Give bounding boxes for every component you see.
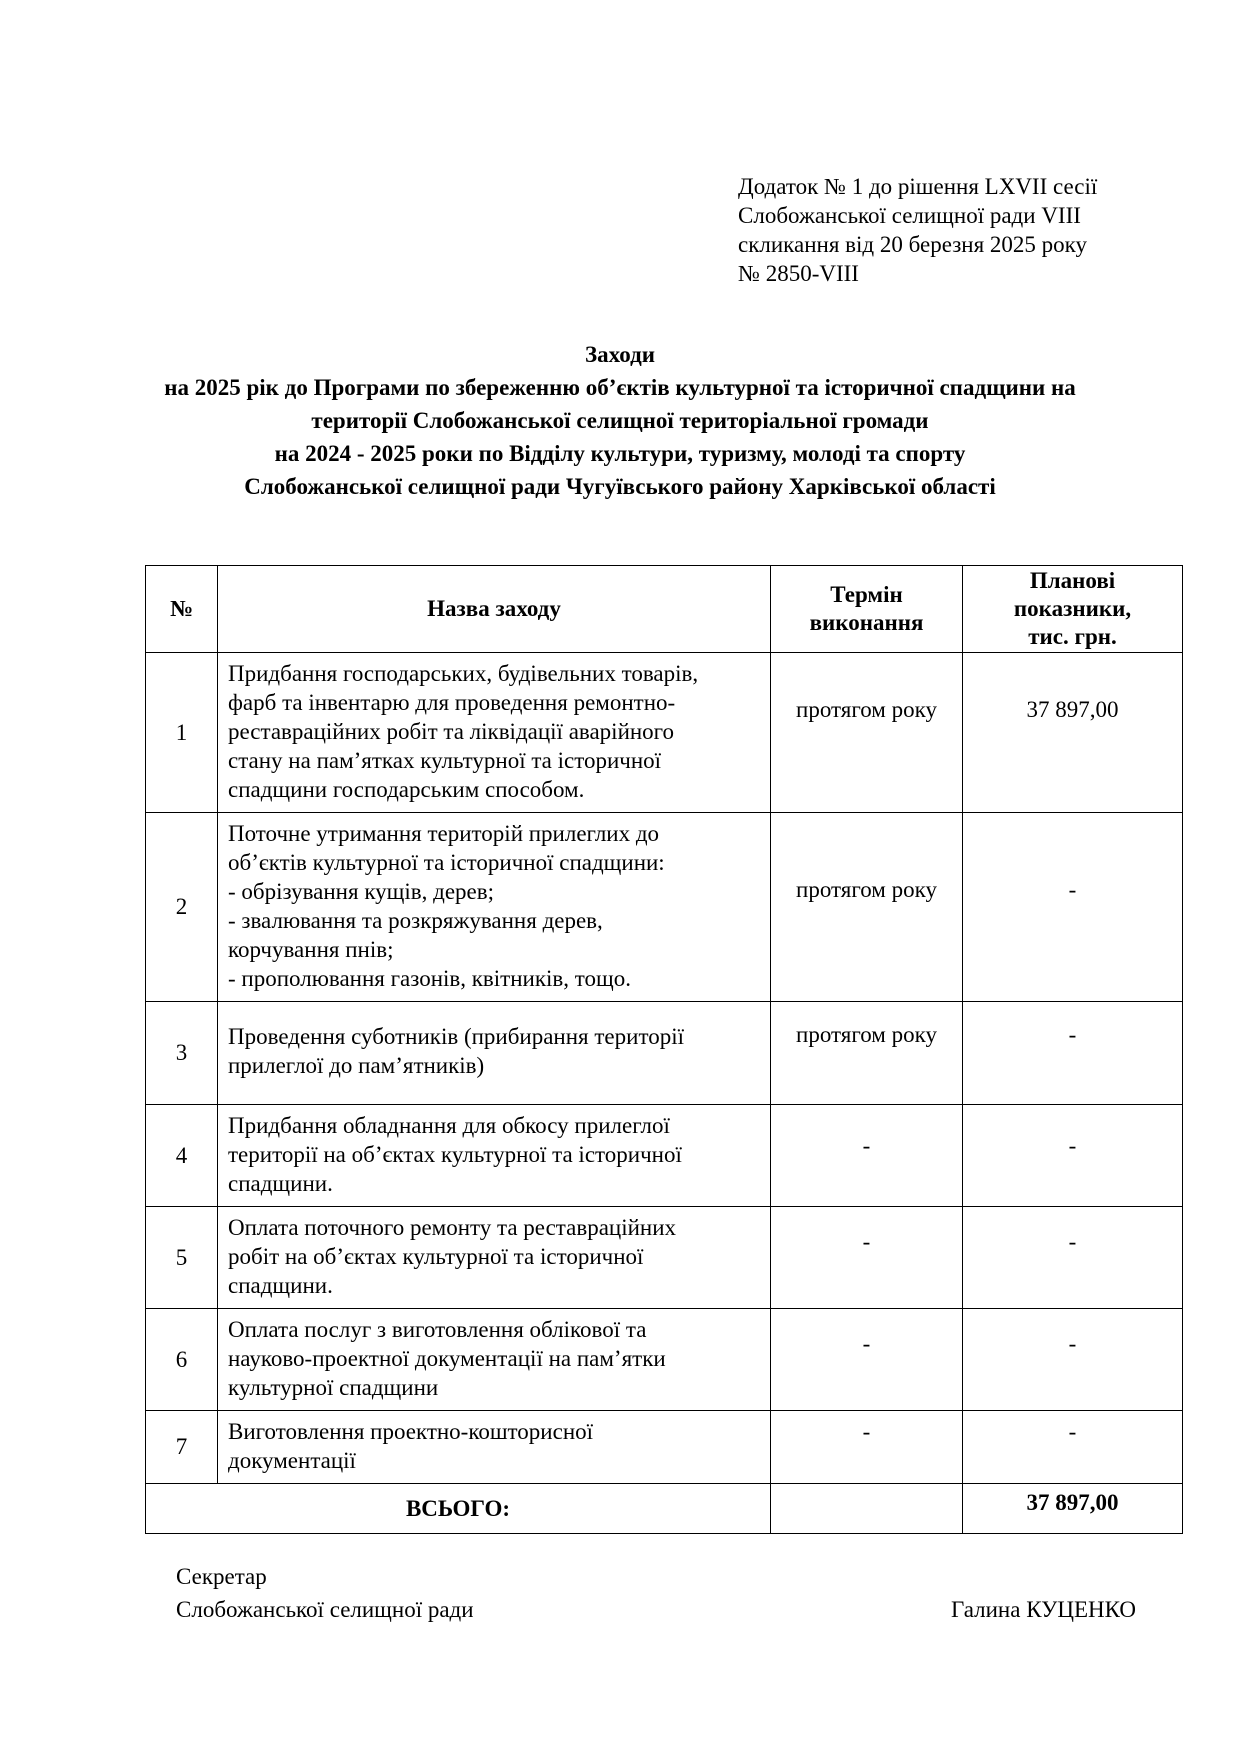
header-plan-line-1: Планові [1029,568,1116,593]
table-header-row [146,566,1183,653]
header-plan-line-3: тис. грн. [1028,624,1117,649]
row-term [771,1411,963,1484]
table-row [146,813,1183,1002]
row-num: 5 [146,1207,218,1309]
row-name-line: - звалювання та розкряжування дерев, [228,908,603,933]
row-num: 2 [146,813,218,1002]
row-name-line: Проведення суботників (прибирання території [228,1024,684,1049]
table-row [146,653,1183,813]
row-plan [963,1309,1183,1411]
annex-line-1: Додаток № 1 до рішення LXVII сесії [738,174,1098,199]
row-plan-value: - [1068,1133,1077,1158]
row-name-line: спадщини. [228,1171,333,1196]
annex-line-3: скликання від 20 березня 2025 року [738,232,1088,257]
row-name-line: Оплата послуг з виготовлення облікової та [228,1317,647,1342]
row-name [218,1309,771,1411]
row-plan-value: 37 897,00 [1026,697,1119,722]
row-term-value: протягом року [796,877,937,902]
row-name [218,1411,771,1484]
row-name [218,653,771,813]
row-name-line: фарб та інвентарю для проведення ремонтно- [228,690,676,715]
row-plan [963,1411,1183,1484]
row-num: 1 [146,653,218,813]
table-row [146,1105,1183,1207]
row-name-line: прилеглої до пам’ятників) [228,1053,485,1078]
row-name-line: - обрізування кущів, дерев; [228,879,494,904]
row-name-line: корчування пнів; [228,937,394,962]
header-plan-line-2: показники, [1013,596,1132,621]
row-name [218,1002,771,1105]
row-term-value: - [862,1229,871,1254]
signature-name: Галина КУЦЕНКО [951,1597,1136,1622]
total-label: ВСЬОГО: [146,1484,771,1534]
row-plan-value: - [1068,1331,1077,1356]
signature-position-line-2: Слобожанської селищної ради [176,1597,474,1622]
row-plan [963,1207,1183,1309]
measures-table [145,565,1183,1534]
total-plan: 37 897,00 [963,1484,1183,1534]
row-term [771,653,963,813]
row-name-line: Поточне утримання територій прилеглих до [228,821,660,846]
row-plan [963,813,1183,1002]
row-term-value: протягом року [796,697,937,722]
title-line-2: на 2025 рік до Програми по збереженню об’єктів культурної та історичної спадщини на [164,375,1076,400]
row-num: 7 [146,1411,218,1484]
row-name-line: стану на пам’ятках культурної та історичної [228,748,662,773]
header-name: Назва заходу [218,566,771,653]
row-term [771,1207,963,1309]
row-plan-value: - [1068,1419,1077,1444]
document-title [150,338,1090,503]
row-name-line: спадщини. [228,1273,333,1298]
row-name-line: Придбання обладнання для обкосу прилеглої [228,1113,670,1138]
row-name-line: Виготовлення проектно-кошторисної [228,1419,594,1444]
table-row [146,1309,1183,1411]
row-term [771,813,963,1002]
title-line-4: на 2024 - 2025 роки по Відділу культури, туризму, молоді та спорту [274,441,966,466]
table-row [146,1411,1183,1484]
row-term-value: протягом року [796,1022,937,1047]
row-plan-value: - [1068,1229,1077,1254]
row-num: 4 [146,1105,218,1207]
table-row [146,1002,1183,1105]
row-name-line: Оплата поточного ремонту та реставраційних [228,1215,677,1240]
row-term [771,1105,963,1207]
annex-line-4: № 2850-VIII [738,261,859,286]
row-plan [963,653,1183,813]
row-name-line: документації [228,1448,356,1473]
row-plan-value: - [1068,1022,1077,1047]
row-term-value: - [862,1419,871,1444]
row-name-line: спадщини господарським способом. [228,777,585,802]
header-term [771,566,963,653]
row-term [771,1309,963,1411]
title-line-1: Заходи [585,342,655,367]
header-plan [963,566,1183,653]
row-plan [963,1105,1183,1207]
row-name-line: - прополювання газонів, квітників, тощо. [228,966,631,991]
row-name-line: культурної спадщини [228,1375,439,1400]
annex-note [738,172,1178,288]
table-total-row [146,1484,1183,1534]
header-term-line-1: Термін [830,582,903,607]
annex-line-2: Слобожанської селищної ради VIII [738,203,1081,228]
row-name [218,1105,771,1207]
row-name-line: території на об’єктах культурної та історичної [228,1142,682,1167]
row-term-value: - [862,1331,871,1356]
title-line-3: території Слобожанської селищної територіальної громади [311,408,929,433]
row-plan-value: - [1068,877,1077,902]
row-name-line: реставраційних робіт та ліквідації аварійного [228,719,675,744]
row-name [218,813,771,1002]
row-name-line: науково-проектної документації на пам’ятки [228,1346,666,1371]
row-name-line: Придбання господарських, будівельних товарів, [228,661,699,686]
row-term-value: - [862,1133,871,1158]
row-name [218,1207,771,1309]
total-term [771,1484,963,1534]
row-num: 6 [146,1309,218,1411]
row-term [771,1002,963,1105]
header-num: № [146,566,218,653]
table-row [146,1207,1183,1309]
title-line-5: Слобожанської селищної ради Чугуївського району Харківської області [244,474,996,499]
row-name-line: об’єктів культурної та історичної спадщини: [228,850,665,875]
row-name-line: робіт на об’єктах культурної та історичної [228,1244,644,1269]
row-num: 3 [146,1002,218,1105]
signature-position-line-1: Секретар [176,1564,267,1589]
header-term-line-2: виконання [809,610,924,635]
row-plan [963,1002,1183,1105]
signature-block [176,1560,1136,1626]
